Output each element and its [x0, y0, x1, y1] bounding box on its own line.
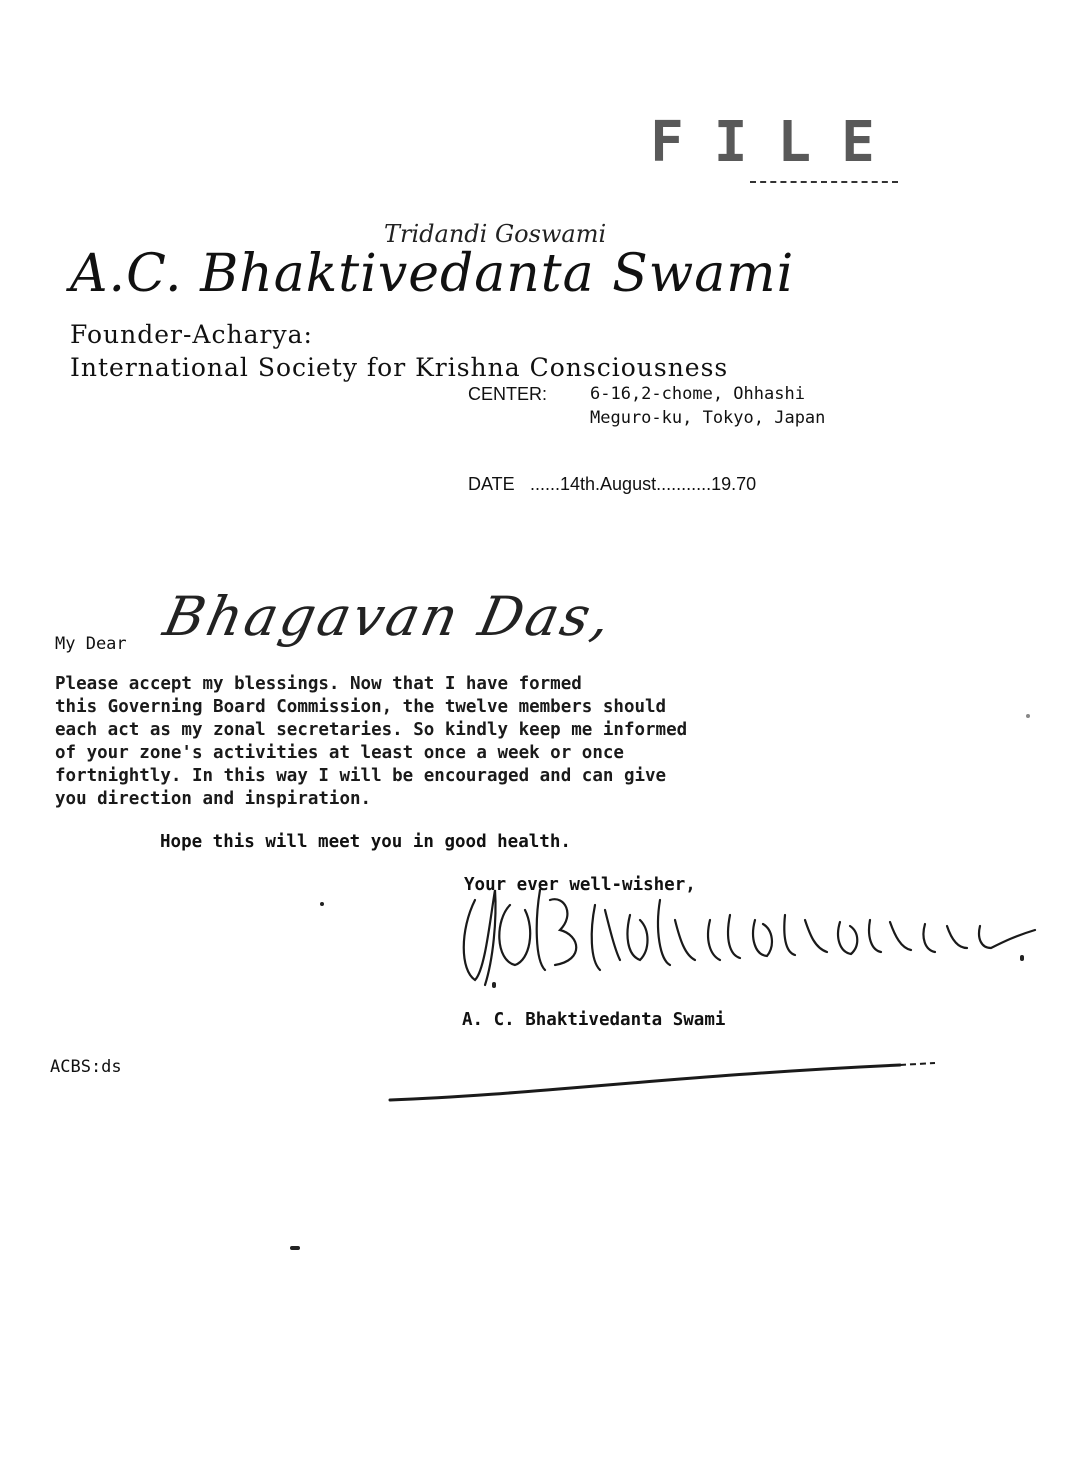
body-line: each act as my zonal secretaries. So kindly keep me informed	[55, 720, 688, 740]
stamp-underline	[750, 181, 898, 183]
ink-speck	[1026, 714, 1030, 718]
center-address-line-2: Meguro-ku, Tokyo, Japan	[590, 408, 826, 428]
signature-rule-line	[380, 1055, 940, 1115]
body-line: Please accept my blessings. Now that I have formed	[55, 674, 582, 694]
ink-speck	[290, 1246, 300, 1250]
salutation-handwritten-name: Bhagavan Das,	[158, 585, 620, 648]
handwritten-signature	[455, 860, 1055, 1000]
valediction: Your ever well-wisher,	[464, 875, 696, 895]
letterhead-society: International Society for Krishna Consciousness	[70, 353, 729, 382]
letterhead-title-small: Tridandi Goswami	[384, 220, 607, 248]
ink-speck	[492, 982, 496, 988]
body-line: this Governing Board Commission, the twelve members should	[55, 697, 667, 717]
body-line: fortnightly. In this way I will be encouraged and can give	[55, 766, 667, 786]
body-line: you direction and inspiration.	[55, 789, 372, 809]
center-address-line-1: 6-16,2-chome, Ohhashi	[590, 384, 805, 404]
ink-speck	[1020, 955, 1024, 961]
closing-line: Hope this will meet you in good health.	[160, 832, 571, 852]
center-label: CENTER:	[468, 384, 548, 404]
salutation-label: My Dear	[55, 634, 127, 654]
letterhead-title: A.C. Bhaktivedanta Swami	[70, 244, 795, 304]
letterhead-founder: Founder-Acharya:	[70, 320, 313, 349]
signer-name: A. C. Bhaktivedanta Swami	[462, 1010, 726, 1030]
body-line: of your zone's activities at least once a week or once	[55, 743, 624, 763]
date-label: DATE	[468, 474, 515, 494]
ink-speck	[320, 902, 324, 906]
reference-initials: ACBS:ds	[50, 1057, 122, 1077]
date-value: ......14th.August...........19.70	[530, 474, 757, 494]
file-stamp: FILE	[650, 110, 905, 175]
